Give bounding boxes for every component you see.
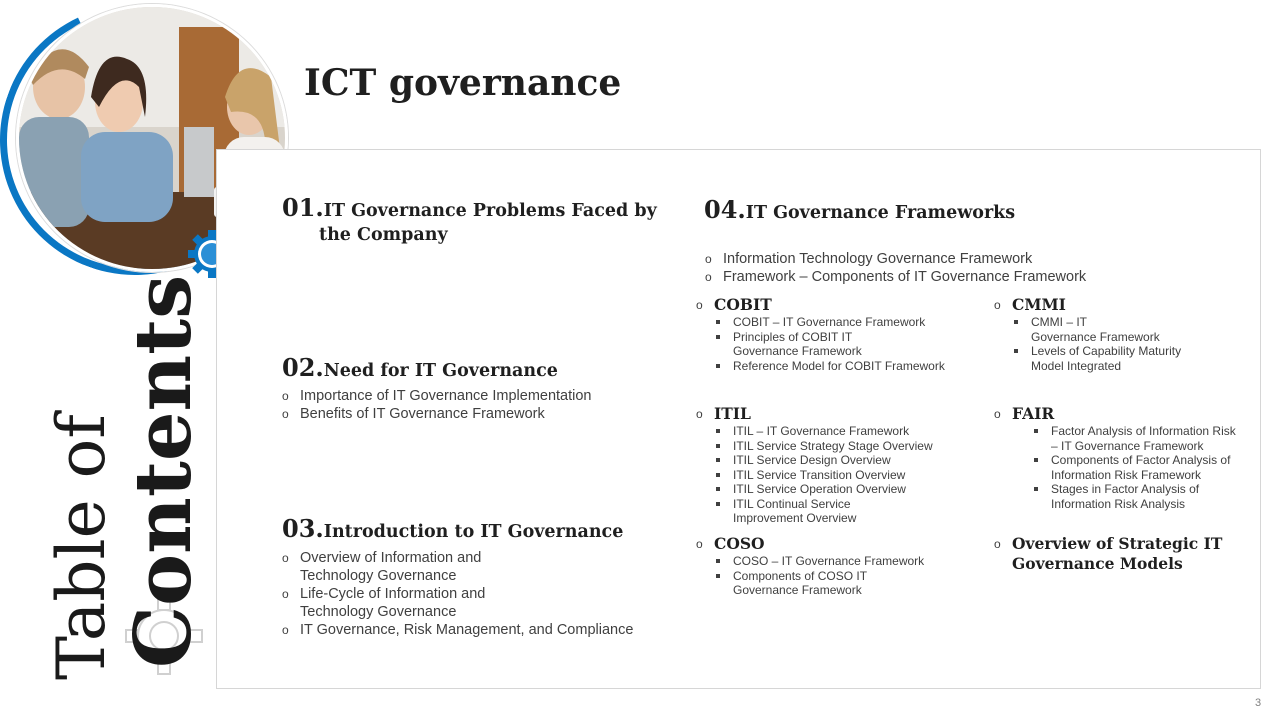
- list-item-line: CMMI – IT: [1031, 315, 1087, 329]
- strategic-models-heading: [994, 534, 1222, 574]
- section-01-heading: [282, 193, 657, 247]
- section-01-number: 01.: [282, 193, 324, 222]
- fair-heading: o FAIR: [994, 404, 1054, 424]
- list-item-line: Information Risk Framework: [1051, 467, 1202, 482]
- list-item: [282, 549, 633, 585]
- list-item: Reference Model for COBIT Framework: [714, 359, 945, 374]
- fair-list: [1032, 424, 1236, 511]
- list-item-line: Components of COSO IT: [733, 568, 868, 583]
- list-item-line: – IT Governance Framework: [1051, 438, 1204, 453]
- list-item-line: Overview of Information and: [300, 550, 482, 566]
- list-item: ITIL – IT Governance Framework: [714, 424, 933, 439]
- list-item: [282, 585, 633, 621]
- section-03-title: Introduction to IT Governance: [323, 522, 624, 542]
- list-item-line: Governance Framework: [1031, 329, 1160, 344]
- section-02-number: 02.: [282, 353, 324, 382]
- strategic-models-title-line1: Overview of Strategic IT: [1012, 534, 1223, 553]
- list-item: COBIT – IT Governance Framework: [714, 315, 945, 330]
- list-item: o IT Governance, Risk Management, and Compliance: [282, 621, 633, 639]
- list-item-line: Factor Analysis of Information Risk: [1051, 424, 1236, 438]
- vertical-title-line1: Table of: [43, 414, 120, 680]
- list-item: o Framework – Components of IT Governance Framework: [705, 268, 1086, 286]
- vertical-title-line2: Contents: [118, 274, 209, 668]
- list-item-line: Components of Factor Analysis of: [1051, 453, 1231, 467]
- list-item-line: Levels of Capability Maturity: [1031, 344, 1182, 358]
- cobit-list: [714, 315, 945, 373]
- list-item-line: Governance Framework: [733, 344, 862, 358]
- cmmi-heading: o CMMI: [994, 295, 1066, 315]
- coso-list: [714, 554, 924, 598]
- list-item: [1012, 315, 1181, 344]
- list-item-line: ITIL Continual Service: [733, 496, 851, 511]
- list-item: [1012, 344, 1181, 373]
- list-item: ITIL Service Strategy Stage Overview: [714, 439, 933, 454]
- list-item: o Information Technology Governance Framework: [705, 250, 1086, 268]
- section-03-list: [282, 549, 633, 639]
- section-04-title: IT Governance Frameworks: [745, 203, 1016, 223]
- page-title: ICT governance: [304, 62, 622, 104]
- strategic-models-title-line2: Governance Models: [1012, 554, 1183, 573]
- list-item-line: Governance Framework: [733, 583, 862, 597]
- itil-list: [714, 424, 933, 526]
- list-item-line: Life-Cycle of Information and: [300, 586, 486, 602]
- list-item: o Benefits of IT Governance Framework: [282, 405, 592, 423]
- list-item-line: Technology Governance: [300, 604, 457, 620]
- list-item: [1032, 453, 1236, 482]
- section-03-number: 03.: [282, 514, 324, 543]
- list-item: [714, 497, 933, 526]
- section-01-title-line1: IT Governance Problems Faced by: [323, 201, 657, 221]
- itil-heading: o ITIL: [696, 404, 751, 424]
- cobit-heading: o COBIT: [696, 295, 772, 315]
- list-item: [1032, 424, 1236, 453]
- list-item: [714, 569, 924, 598]
- list-item-line: Model Integrated: [1031, 358, 1122, 373]
- list-item-line: Principles of COBIT IT: [733, 329, 853, 344]
- list-item: o Importance of IT Governance Implementation: [282, 387, 592, 405]
- list-item: ITIL Service Operation Overview: [714, 482, 933, 497]
- section-02-title: Need for IT Governance: [323, 361, 558, 381]
- section-04-number: 04.: [704, 195, 746, 224]
- list-item-line: Improvement Overview: [733, 511, 857, 525]
- page-number: 3: [1255, 697, 1262, 709]
- cmmi-list: [1012, 315, 1181, 373]
- section-03-heading: [282, 514, 624, 544]
- list-item-line: Stages in Factor Analysis of: [1051, 482, 1200, 496]
- list-item: ITIL Service Design Overview: [714, 453, 933, 468]
- section-02-list: [282, 387, 592, 423]
- coso-heading: o COSO: [696, 534, 765, 554]
- list-item-line: Information Risk Analysis: [1051, 496, 1186, 511]
- vertical-title: [0, 0, 220, 720]
- list-item: [714, 330, 945, 359]
- list-item: [1032, 482, 1236, 511]
- section-04-heading: [704, 195, 1016, 225]
- list-item: ITIL Service Transition Overview: [714, 468, 933, 483]
- list-item-line: Technology Governance: [300, 568, 457, 584]
- section-02-heading: [282, 353, 558, 383]
- section-01-title-line2: the Company: [319, 225, 448, 245]
- section-04-list: [705, 250, 1086, 286]
- list-item: COSO – IT Governance Framework: [714, 554, 924, 569]
